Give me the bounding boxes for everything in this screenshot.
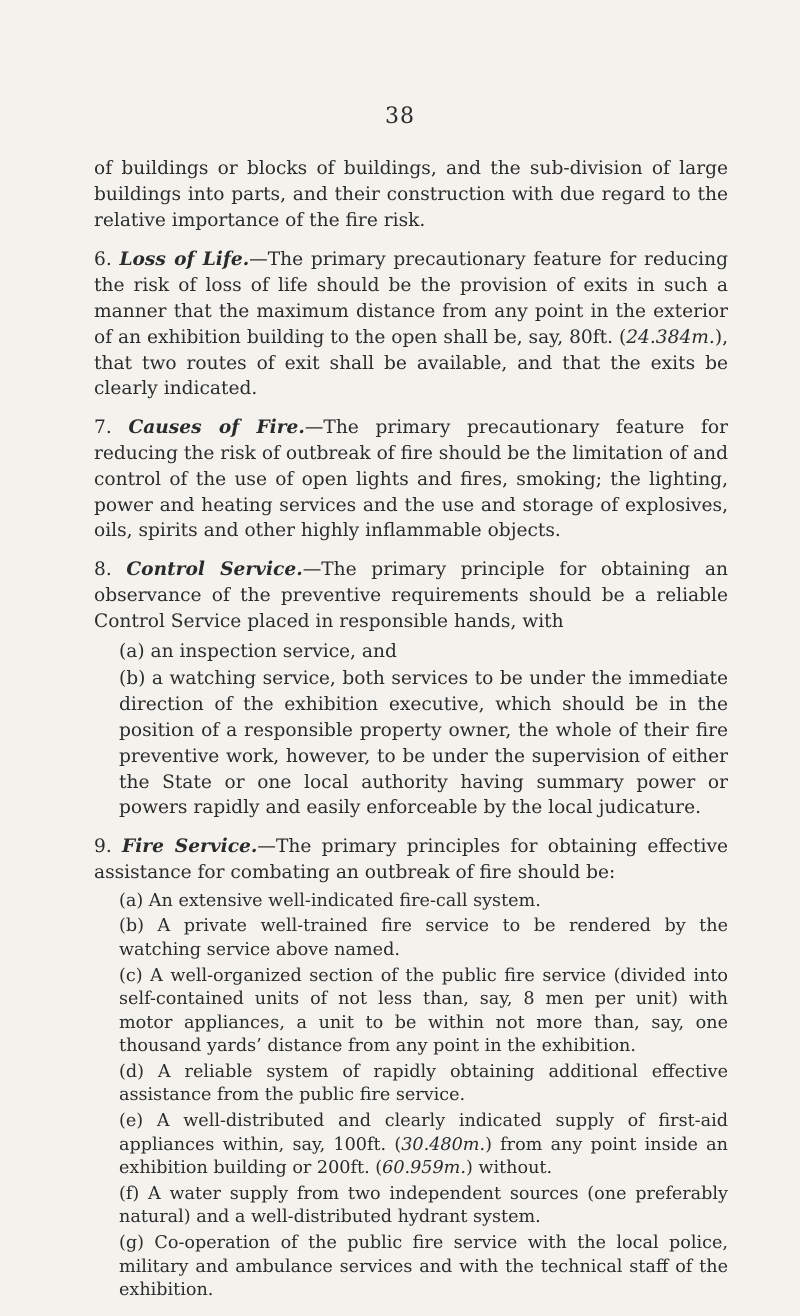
section-text: ), that two routes of exit shall be available, and that the exits be clearly indicated. <box>94 326 728 400</box>
section-heading: Control Service. <box>126 559 303 581</box>
list-item: (c) A well-organized section of the public fire service (divided into self-contained units of not less than, say, 8 men per unit) with motor appliances, a unit to be within not more than, say, one thousand yards’ distance from any point in the exhibition. <box>119 965 728 1057</box>
section-text: —The primary precautionary feature for reducing the risk of outbreak of fire should be the limitation of and control of the use of open lights and fires, smoking; the lighting, power and heating services and the use and storage of explosives, oils, spirits and other highly inflammable objects. <box>94 417 728 542</box>
item-text: ) from any point inside an exhibition building or 200ft. ( <box>119 1134 728 1179</box>
section-heading: Fire Service. <box>122 836 258 858</box>
section-number: 8. <box>94 559 112 581</box>
list-item: (f) A water supply from two independent sources (one preferably natural) and a well-distributed hydrant system. <box>119 1183 728 1228</box>
list-item: (a) An extensive well-indicated fire-call system. <box>119 890 541 911</box>
section-number: 9. <box>94 836 112 858</box>
metric-value: 24.384m. <box>626 326 715 348</box>
item-text: ) without. <box>465 1158 553 1179</box>
list-item <box>94 1110 728 1181</box>
section-number: 6. <box>94 249 112 271</box>
list-item: (a) an inspection service, and <box>119 640 397 662</box>
section-9-paragraph <box>94 834 728 886</box>
intro-paragraph: of buildings or blocks of buildings, and the sub-division of large buildings into parts, and their construction with due regard to the relative importance of the fire risk. <box>94 158 728 231</box>
page-number: 38 <box>385 104 415 129</box>
section-6-paragraph <box>94 247 728 402</box>
section-7-paragraph <box>94 415 728 544</box>
list-item: (b) A private well-trained fire service to be rendered by the watching service above named. <box>119 916 728 960</box>
section-8-paragraph <box>94 557 728 634</box>
section-heading: Loss of Life. <box>119 249 250 271</box>
list-item: (b) a watching service, both services to be under the immediate direction of the exhibition executive, which should be in the position of a responsible property owner, the whole of their fire preventive work, however, to be under the supervision of either the State or one local authority having summary power or powers rapidly and easily enforceable by the local judicature. <box>119 668 728 819</box>
section-heading: Causes of Fire. <box>128 417 305 439</box>
metric-value: 60.959m. <box>382 1158 466 1179</box>
section-9-list <box>94 890 728 1303</box>
page-body <box>94 156 728 1316</box>
metric-value: 30.480m. <box>401 1134 486 1155</box>
section-text: —The primary principle for obtaining an observance of the preventive requirements should be a reliable Control Service placed in responsible hands, with <box>94 559 728 632</box>
section-text: —The primary principles for obtaining effective assistance for combating an outbreak of fire should be: <box>94 836 728 883</box>
section-text: —The primary precautionary feature for reducing the risk of loss of life should be the provision of exits in such a manner that the maximum distance from any point in the exterior of an exhibition building to the open shall be, say, 80ft. ( <box>94 249 728 348</box>
list-item: (g) Co-operation of the public fire service with the local police, military and ambulance services and with the technical staff of the exhibition. <box>119 1233 728 1301</box>
item-text: (e) A well-distributed and clearly indicated supply of first-aid appliances within, say, 100ft. ( <box>119 1111 728 1155</box>
section-8-list <box>94 639 728 822</box>
section-number: 7. <box>94 417 112 439</box>
list-item: (d) A reliable system of rapidly obtaining additional effective assistance from the public fire service. <box>119 1061 728 1106</box>
